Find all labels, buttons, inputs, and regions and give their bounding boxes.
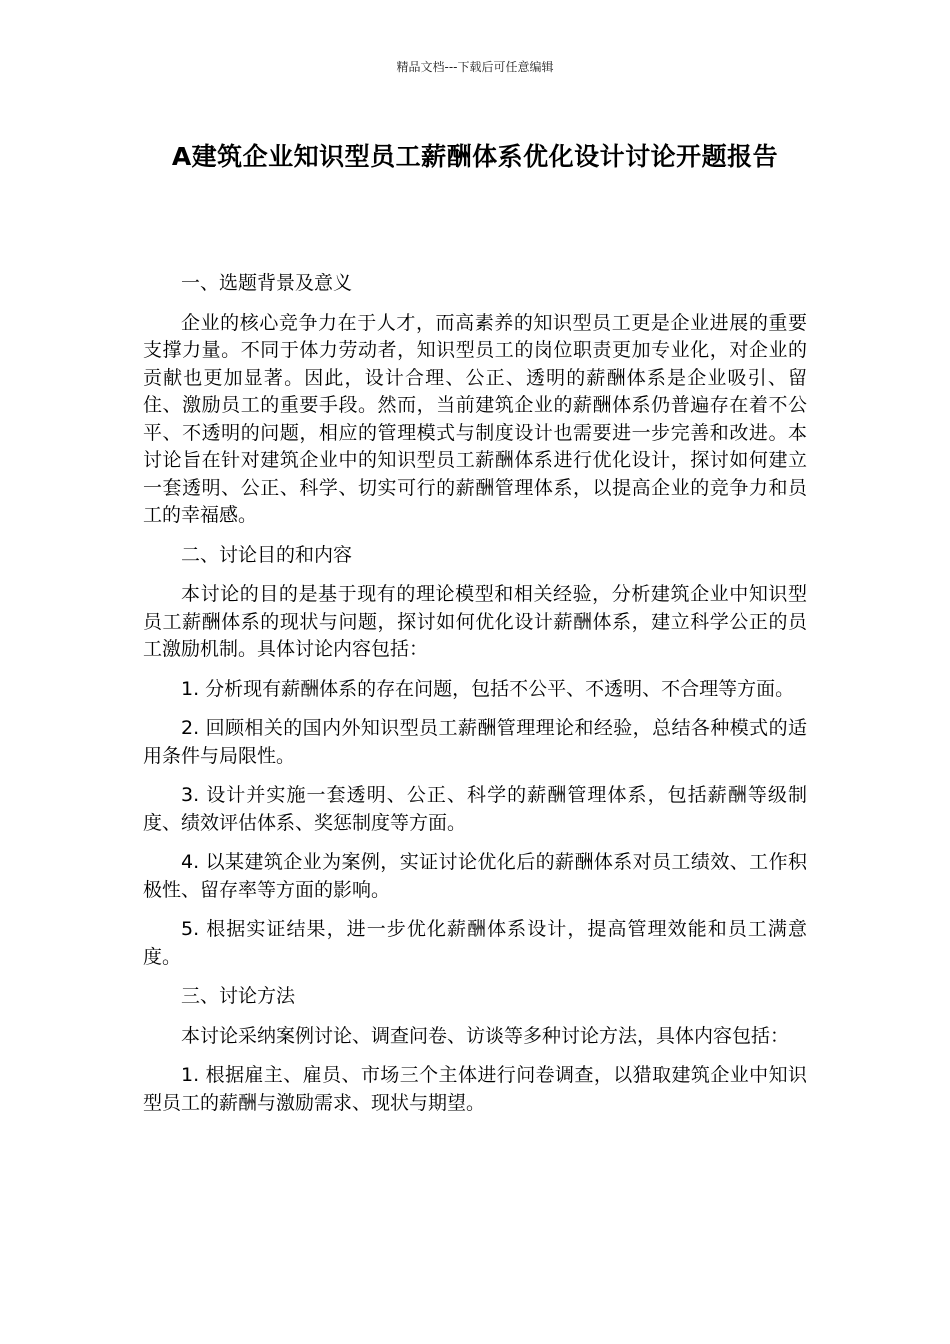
list-item-purpose-5: 5. 根据实证结果，进一步优化薪酬体系设计，提高管理效能和员工满意度。 [143,918,807,968]
list-item-purpose-2: 2. 回顾相关的国内外知识型员工薪酬管理理论和经验，总结各种模式的适用条件与局限性。 [143,717,807,767]
list-item-purpose-3: 3. 设计并实施一套透明、公正、科学的薪酬管理体系，包括薪酬等级制度、绩效评估体系、奖惩制度等方面。 [143,784,807,834]
list-item-purpose-1: 1. 分析现有薪酬体系的存在问题，包括不公平、不透明、不合理等方面。 [181,677,795,700]
paragraph-purpose: 本讨论的目的是基于现有的理论模型和相关经验，分析建筑企业中知识型员工薪酬体系的现状与问题，探讨如何优化设计薪酬体系，建立科学公正的员工激励机制。具体讨论内容包括： [143,583,807,660]
list-item-methods-1: 1. 根据雇主、雇员、市场三个主体进行问卷调查，以猎取建筑企业中知识型员工的薪酬与激励需求、现状与期望。 [143,1064,807,1114]
paragraph-background: 企业的核心竞争力在于人才，而高素养的知识型员工更是企业进展的重要支撑力量。不同于体力劳动者，知识型员工的岗位职责更加专业化，对企业的贡献也更加显著。因此，设计合理、公正、透明的薪酬体系是企业吸引、留住、激励员工的重要手段。然而，当前建筑企业的薪酬体系仍普遍存在着不公平、不透明的问题，相应的管理模式与制度设计也需要进一步完善和改进。本讨论旨在针对建筑企业中的知识型员工薪酬体系进行优化设计，探讨如何建立一套透明、公正、科学、切实可行的薪酬管理体系，以提高企业的竞争力和员工的幸福感。 [143,311,807,526]
list-item-purpose-4: 4. 以某建筑企业为案例，实证讨论优化后的薪酬体系对员工绩效、工作积极性、留存率等方面的影响。 [143,851,807,901]
section-heading-purpose: 二、讨论目的和内容 [181,543,353,566]
page-header: 精品文档---下载后可任意编辑 [396,60,554,74]
document-body [143,270,807,1129]
paragraph-methods: 本讨论采纳案例讨论、调查问卷、访谈等多种讨论方法，具体内容包括： [181,1024,790,1047]
section-heading-methods: 三、讨论方法 [181,985,296,1007]
section-heading-background: 一、选题背景及意义 [181,272,353,294]
document-title: A建筑企业知识型员工薪酬体系优化设计讨论开题报告 [171,142,779,171]
